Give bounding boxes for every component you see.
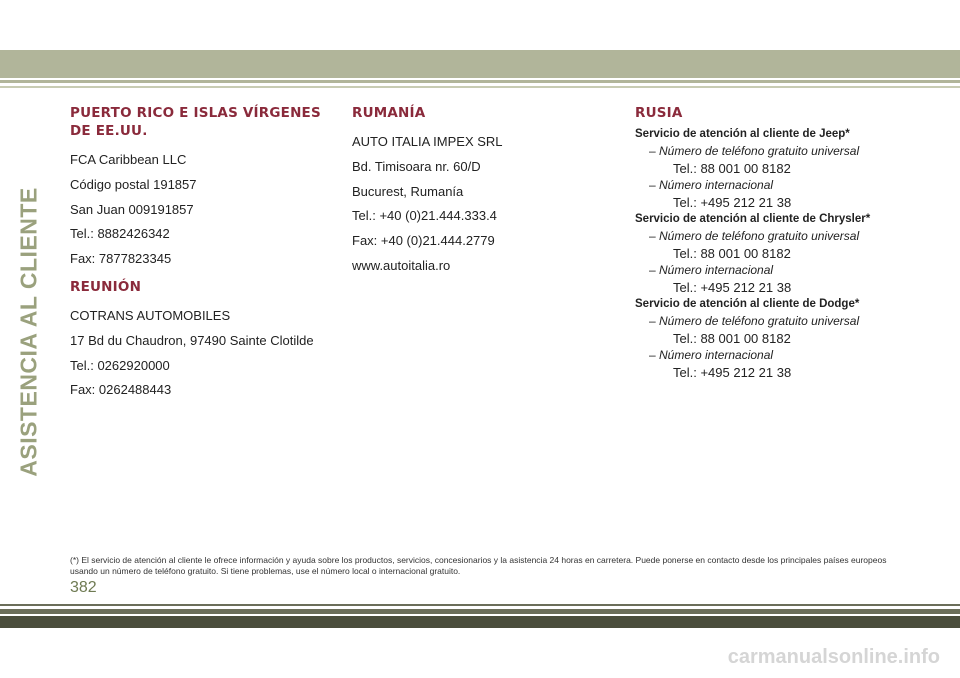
list-item-label <box>635 347 935 364</box>
dash-glyph: – <box>649 229 656 243</box>
dash-glyph: – <box>649 178 656 192</box>
item-label: Número internacional <box>659 263 774 277</box>
list-item-label <box>635 143 935 160</box>
header-rule-thin <box>0 86 960 88</box>
list-item-label <box>635 228 935 245</box>
dash-glyph: – <box>649 263 656 277</box>
address-line: FCA Caribbean LLC <box>70 152 187 167</box>
heading-reunion: REUNIÓN <box>70 278 142 295</box>
fax-line: Fax: 7877823345 <box>70 251 172 267</box>
dash-glyph: – <box>649 144 656 158</box>
phone-value: Tel.: 88 001 00 8182 <box>673 331 791 346</box>
header-rule <box>0 80 960 83</box>
item-label: Número internacional <box>659 178 774 192</box>
item-label: Número internacional <box>659 348 774 362</box>
header-band <box>0 50 960 78</box>
phone-line: Tel.: 8882426342 <box>70 226 170 242</box>
address-line: Bd. Timisoara nr. 60/D <box>352 158 481 174</box>
phone-value: Tel.: +495 212 21 38 <box>673 365 792 380</box>
footer-rule-thick <box>0 609 960 614</box>
heading-rusia: RUSIA <box>635 105 683 121</box>
phone-value: Tel.: 88 001 00 8182 <box>673 161 791 176</box>
item-label: Número de teléfono gratuito universal <box>659 229 860 243</box>
address-line: Código postal 191857 <box>70 176 197 192</box>
website-line: www.autoitalia.ro <box>352 257 451 273</box>
phone-line: Tel.: +40 (0)21.444.333.4 <box>352 208 497 224</box>
phone-value: Tel.: +495 212 21 38 <box>673 280 792 295</box>
side-section-title: ASISTENCIA AL CLIENTE <box>15 187 42 477</box>
address-line: COTRANS AUTOMOBILES <box>70 307 231 323</box>
list-item-label <box>635 262 935 279</box>
footer-band <box>0 616 960 628</box>
heading-puerto-rico: PUERTO RICO E ISLAS VÍRGENES DE EE.UU. <box>70 105 321 139</box>
column-middle <box>352 104 612 279</box>
footer-rule <box>0 604 960 606</box>
list-item-label <box>635 313 935 330</box>
phone-line: Tel.: 0262920000 <box>70 357 170 373</box>
item-label: Número de teléfono gratuito universal <box>659 314 860 328</box>
address-line: AUTO ITALIA IMPEX SRL <box>352 134 503 149</box>
dash-glyph: – <box>649 348 656 362</box>
page-number: 382 <box>70 579 97 596</box>
phone-value: Tel.: +495 212 21 38 <box>673 195 792 210</box>
address-line: San Juan 009191857 <box>70 201 194 217</box>
watermark: carmanualsonline.info <box>727 646 940 668</box>
item-label: Número de teléfono gratuito universal <box>659 144 860 158</box>
fax-line: Fax: +40 (0)21.444.2779 <box>352 233 495 249</box>
footnote: (*) El servicio de atención al cliente le ofrece información y ayuda sobre los productos, servicios, concesionarios y la asistencia 24 horas en carretera. Puede ponerse en contacto desde los principales países europeos usando un número de teléfono gratuito. Si tiene problemas, use el número local o internacional gratuito. <box>70 555 887 576</box>
phone-value: Tel.: 88 001 00 8182 <box>673 246 791 261</box>
list-item-label <box>635 177 935 194</box>
service-title-chrysler: Servicio de atención al cliente de Chrysler* <box>635 213 871 225</box>
address-line: Bucurest, Rumanía <box>352 183 464 199</box>
address-line: 17 Bd du Chaudron, 97490 Sainte Clotilde <box>70 332 314 348</box>
column-left <box>70 104 338 403</box>
service-title-dodge: Servicio de atención al cliente de Dodge* <box>635 298 860 310</box>
fax-line: Fax: 0262488443 <box>70 382 172 398</box>
column-right <box>635 104 935 381</box>
service-title-jeep: Servicio de atención al cliente de Jeep* <box>635 128 850 140</box>
dash-glyph: – <box>649 314 656 328</box>
heading-rumania: RUMANÍA <box>352 105 426 121</box>
